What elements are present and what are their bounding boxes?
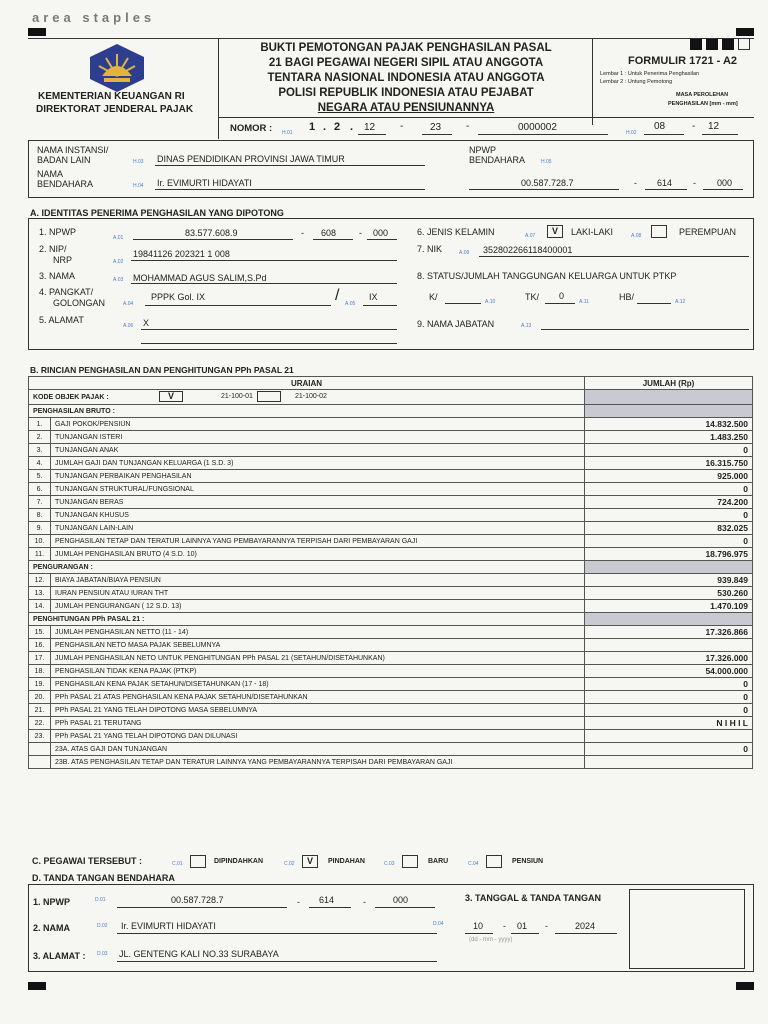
row-number: 2. xyxy=(29,431,51,444)
row-label: JUMLAH GAJI DAN TUNJANGAN KELUARGA (1 S.D. 3) xyxy=(51,457,585,470)
field-code: D.03 xyxy=(97,951,108,957)
instansi-label: NAMA INSTANSI/ xyxy=(37,145,109,155)
row-number: 7. xyxy=(29,496,51,509)
table-row xyxy=(29,652,753,665)
row-label: PPh PASAL 21 YANG TELAH DIPOTONG DAN DILUNASI xyxy=(51,730,585,743)
pangkat-label: 4. PANGKAT/ xyxy=(39,287,94,297)
field-code: A.04 xyxy=(123,301,134,307)
table-row xyxy=(29,626,753,639)
row-number: 12. xyxy=(29,574,51,587)
row-amount: 0 xyxy=(585,535,753,548)
table-row xyxy=(29,678,753,691)
npwp-label: 1. NPWP xyxy=(39,227,77,237)
section-header-row xyxy=(29,561,753,574)
row-number: 20. xyxy=(29,691,51,704)
section-a-box: 1. NPWP A.01 83.577.608.9 - 608 - 000 2. NIP/ NRP A.02 19841126 202321 1 008 3. NAMA A.03 MOHAMMAD AGUS SALIM,S.Pd 4. PANGKAT/ GOLONGAN A.04 PPPK Gol. IX / A.05 IX 5. ALAMAT A.06 X 6. JENIS KELAMIN A.07 V LAKI-LAKI A.08 PEREMPUAN 7. NIK A.09 352802266118400001 8. STATUS/JUMLAH TANGGUNGAN KELUARGA UNTUK PTKP K/ A.10 TK/ 0 A.11 HB/ A.12 9. NAMA JABATAN A.13 xyxy=(28,218,754,350)
section-header: PENGURANGAN : xyxy=(29,561,585,574)
status-label: 8. STATUS/JUMLAH TANGGUNGAN KELUARGA UNTUK PTKP xyxy=(417,271,677,281)
row-number: 13. xyxy=(29,587,51,600)
instansi-value: DINAS PENDIDIKAN PROVINSI JAWA TIMUR xyxy=(157,154,345,164)
field-code: A.02 xyxy=(113,259,124,265)
row-label: TUNJANGAN ISTERI xyxy=(51,431,585,444)
section-header-row xyxy=(29,613,753,626)
title-line: POLISI REPUBLIK INDONESIA ATAU PEJABAT xyxy=(278,87,534,99)
section-d-title: D. TANDA TANGAN BENDAHARA xyxy=(32,873,175,883)
table-row xyxy=(29,509,753,522)
d-npwp-label: 1. NPWP xyxy=(33,897,71,907)
row-number: 10. xyxy=(29,535,51,548)
masa-label-2: PENGHASILAN [mm - mm] xyxy=(668,101,738,107)
table-row xyxy=(29,535,753,548)
field-code: D.01 xyxy=(95,897,106,903)
row-label: JUMLAH PENGHASILAN BRUTO (4 S.D. 10) xyxy=(51,548,585,561)
bendahara-label: BENDAHARA xyxy=(37,179,94,189)
table-row xyxy=(29,431,753,444)
watermark-text: area staples xyxy=(32,10,156,25)
section-b-title: B. RINCIAN PENGHASILAN DAN PENGHITUNGAN PPh PASAL 21 xyxy=(30,365,294,375)
table-row xyxy=(29,639,753,652)
row-label: PPh PASAL 21 YANG TELAH DIPOTONG MASA SEBELUMNYA xyxy=(51,704,585,717)
field-code: A.09 xyxy=(459,250,470,256)
row-label: TUNJANGAN PERBAIKAN PENGHASILAN xyxy=(51,470,585,483)
row-number: 11. xyxy=(29,548,51,561)
row-amount: 939.849 xyxy=(585,574,753,587)
row-amount: 0 xyxy=(585,444,753,457)
row-amount: 54.000.000 xyxy=(585,665,753,678)
dipindahkan-checkbox[interactable] xyxy=(190,855,206,868)
field-code: H.05 xyxy=(541,159,552,165)
row-label: PENGHASILAN KENA PAJAK SETAHUN/DISETAHUNKAN (17 - 18) xyxy=(51,678,585,691)
nama-label: 3. NAMA xyxy=(39,271,76,281)
baru-checkbox[interactable] xyxy=(402,855,418,868)
kode-2-checkbox[interactable] xyxy=(257,391,281,402)
table-row xyxy=(29,496,753,509)
masa-from: 08 xyxy=(654,121,666,132)
row-amount xyxy=(585,730,753,743)
corner-mark xyxy=(28,982,46,990)
table-row xyxy=(29,483,753,496)
form-number: FORMULIR 1721 - A2 xyxy=(628,55,738,67)
table-row xyxy=(29,522,753,535)
npwp-bendahara-value: 00.587.728.7 xyxy=(521,178,574,188)
table-row xyxy=(29,756,753,769)
section-header: PENGHASILAN BRUTO : xyxy=(29,405,585,418)
row-label: TUNJANGAN BERAS xyxy=(51,496,585,509)
col-uraian: URAIAN xyxy=(29,377,585,390)
dipindahkan-label: DIPINDAHKAN xyxy=(214,858,263,865)
title-line: 21 BAGI PEGAWAI NEGERI SIPIL ATAU ANGGOTA xyxy=(268,57,544,69)
nik-label: 7. NIK xyxy=(417,244,443,254)
tanggal-yyyy: 2024 xyxy=(575,921,596,931)
section-header-row xyxy=(29,405,753,418)
hb-label: HB/ xyxy=(619,292,635,302)
row-label: PENGHASILAN TETAP DAN TERATUR LAINNYA YANG PEMBAYARANNYA TERPISAH DARI PEMBAYARAN GAJI xyxy=(51,535,585,548)
row-amount: 724.200 xyxy=(585,496,753,509)
field-code: C.02 xyxy=(284,861,295,867)
table-row xyxy=(29,457,753,470)
corner-mark xyxy=(736,982,754,990)
row-amount: N I H I L xyxy=(585,717,753,730)
nomor-part-4: 23 xyxy=(430,122,442,133)
field-code: A.10 xyxy=(485,299,496,305)
npwp-bendahara-b: 614 xyxy=(657,178,673,188)
signature-box[interactable] xyxy=(629,889,745,969)
col-jumlah: JUMLAH (Rp) xyxy=(585,377,753,390)
row-amount: 14.832.500 xyxy=(585,418,753,431)
pindahan-checkbox[interactable]: V xyxy=(302,855,318,868)
row-amount: 18.796.975 xyxy=(585,548,753,561)
k-label: K/ xyxy=(429,292,438,302)
field-code: H.01 xyxy=(282,130,293,136)
laki-laki-checkbox[interactable]: V xyxy=(547,225,563,238)
nip-value: 19841126 202321 1 008 xyxy=(133,249,230,259)
row-number: 15. xyxy=(29,626,51,639)
row-amount: 17.326.866 xyxy=(585,626,753,639)
npwp-value: 83.577.608.9 xyxy=(185,228,238,238)
income-table xyxy=(28,376,753,769)
section-d-box: 1. NPWP D.01 00.587.728.7 - 614 - 000 2. NAMA D.02 Ir. EVIMURTI HIDAYATI 3. ALAMAT : D.03 JL. GENTENG KALI NO.33 SURABAYA 3. TANGGAL & TANDA TANGAN D.04 10 - 01 - 2024 (dd - mm - yyyy) xyxy=(28,884,754,972)
row-number: 4. xyxy=(29,457,51,470)
title-line: TENTARA NASIONAL INDONESIA ATAU ANGGOTA xyxy=(267,72,545,84)
kode-2-label: 21-100-02 xyxy=(295,393,327,400)
directorate-name: DIREKTORAT JENDERAL PAJAK xyxy=(36,104,194,115)
row-number: 5. xyxy=(29,470,51,483)
d-npwp-value: 00.587.728.7 xyxy=(171,895,224,905)
instansi-box: NAMA INSTANSI/ BADAN LAIN H.03 DINAS PENDIDIKAN PROVINSI JAWA TIMUR NPWP BENDAHARA H.05 NAMA BENDAHARA H.04 Ir. EVIMURTI HIDAYATI 00.587.728.7 - 614 - 000 xyxy=(28,140,754,198)
field-code: C.03 xyxy=(384,861,395,867)
row-amount: 1.483.250 xyxy=(585,431,753,444)
jenis-kelamin-label: 6. JENIS KELAMIN xyxy=(417,227,495,237)
nomor-part-1: 1 xyxy=(309,121,316,133)
row-amount: 0 xyxy=(585,743,753,756)
row-label: PPh PASAL 21 ATAS PENGHASILAN KENA PAJAK SETAHUN/DISETAHUNKAN xyxy=(51,691,585,704)
row-amount: 0 xyxy=(585,691,753,704)
nomor-part-3: 12 xyxy=(364,122,376,133)
table-row xyxy=(29,574,753,587)
kode-1-label: 21-100-01 xyxy=(221,393,253,400)
golongan-value: IX xyxy=(369,292,378,302)
field-code: A.11 xyxy=(579,299,589,305)
baru-label: BARU xyxy=(428,858,449,865)
row-label: 23B. ATAS PENGHASILAN TETAP DAN TERATUR LAINNYA YANG PEMBAYARANNYA TERPISAH DARI PEMBAYARAN GAJI xyxy=(51,756,585,769)
d-nama-label: 2. NAMA xyxy=(33,923,71,933)
row-number: 9. xyxy=(29,522,51,535)
jabatan-label: 9. NAMA JABATAN xyxy=(417,319,495,329)
alamat-value: X xyxy=(143,318,150,328)
npwp-b: 608 xyxy=(321,228,337,238)
row-label: TUNJANGAN ANAK xyxy=(51,444,585,457)
row-label: JUMLAH PENGURANGAN ( 12 S.D. 13) xyxy=(51,600,585,613)
row-label: GAJI POKOK/PENSIUN xyxy=(51,418,585,431)
row-amount: 16.315.750 xyxy=(585,457,753,470)
pensiun-label: PENSIUN xyxy=(512,858,544,865)
row-number xyxy=(29,756,51,769)
perempuan-checkbox[interactable] xyxy=(651,225,667,238)
masa-label: MASA PEROLEHAN xyxy=(676,92,729,98)
table-row xyxy=(29,418,753,431)
alamat-label: 5. ALAMAT xyxy=(39,315,84,325)
pindahan-label: PINDAHAN xyxy=(328,858,365,865)
kode-1-checkbox[interactable]: V xyxy=(159,391,183,402)
row-label: TUNJANGAN STRUKTURAL/FUNGSIONAL xyxy=(51,483,585,496)
row-number: 23. xyxy=(29,730,51,743)
field-code: H.03 xyxy=(133,159,144,165)
row-amount: 17.326.000 xyxy=(585,652,753,665)
row-amount xyxy=(585,639,753,652)
row-label: JUMLAH PENGHASILAN NETO UNTUK PENGHITUNGAN PPh PASAL 21 (SETAHUN/DISETAHUNKAN) xyxy=(51,652,585,665)
row-label: PENGHASILAN NETO MASA PAJAK SEBELUMNYA xyxy=(51,639,585,652)
corner-mark xyxy=(28,28,46,36)
row-amount: 0 xyxy=(585,704,753,717)
kode-label: KODE OBJEK PAJAK : xyxy=(33,393,109,401)
field-code: A.03 xyxy=(113,277,124,283)
row-label: 23A. ATAS GAJI DAN TUNJANGAN xyxy=(51,743,585,756)
row-number xyxy=(29,743,51,756)
section-c-title: C. PEGAWAI TERSEBUT : xyxy=(32,856,143,866)
field-code: A.07 xyxy=(525,233,536,239)
row-amount: 530.260 xyxy=(585,587,753,600)
row-number: 6. xyxy=(29,483,51,496)
table-row xyxy=(29,587,753,600)
pensiun-checkbox[interactable] xyxy=(486,855,502,868)
row-label: PENGHASILAN TIDAK KENA PAJAK (PTKP) xyxy=(51,665,585,678)
row-number: 19. xyxy=(29,678,51,691)
nama-value: MOHAMMAD AGUS SALIM,S.Pd xyxy=(133,273,267,283)
table-row xyxy=(29,730,753,743)
masa-to: 12 xyxy=(708,121,720,132)
title-line: NEGARA ATAU PENSIUNANNYA xyxy=(317,102,495,114)
field-code: D.02 xyxy=(97,923,108,929)
table-row xyxy=(29,704,753,717)
tanggal-label: 3. TANGGAL & TANDA TANGAN xyxy=(465,893,601,903)
table-row xyxy=(29,548,753,561)
row-amount: 925.000 xyxy=(585,470,753,483)
ministry-logo xyxy=(86,42,148,94)
pangkat-value: PPPK Gol. IX xyxy=(151,292,206,302)
npwp-bendahara-label: BENDAHARA xyxy=(469,155,526,165)
field-code: A.06 xyxy=(123,323,134,329)
row-number: 21. xyxy=(29,704,51,717)
tanggal-mm: 01 xyxy=(517,921,528,931)
nip-label: 2. NIP/ xyxy=(39,244,67,254)
row-amount xyxy=(585,756,753,769)
table-row xyxy=(29,743,753,756)
npwp-bendahara-c: 000 xyxy=(717,178,733,188)
npwp-bendahara-label: NPWP xyxy=(469,145,496,155)
tanggal-dd: 10 xyxy=(473,921,484,931)
table-row xyxy=(29,600,753,613)
nik-value: 352802266118400001 xyxy=(483,245,573,255)
date-hint: (dd - mm - yyyy) xyxy=(469,937,513,943)
d-npwp-c: 000 xyxy=(393,895,409,905)
bendahara-label: NAMA xyxy=(37,169,64,179)
row-number: 16. xyxy=(29,639,51,652)
row-number: 1. xyxy=(29,418,51,431)
form-title xyxy=(220,41,592,116)
section-a-title: A. IDENTITAS PENERIMA PENGHASILAN YANG DIPOTONG xyxy=(30,208,284,218)
table-row xyxy=(29,470,753,483)
section-header: PENGHITUNGAN PPh PASAL 21 : xyxy=(29,613,585,626)
field-code: C.01 xyxy=(172,861,183,867)
kode-objek-row xyxy=(29,390,585,405)
corner-mark xyxy=(736,28,754,36)
row-amount: 832.025 xyxy=(585,522,753,535)
table-row xyxy=(29,444,753,457)
lembar-2: Lembar 2 : Untung Pemotong xyxy=(600,79,673,85)
lembar-1: Lembar 1 : Untuk Penerima Penghasilan xyxy=(600,71,700,77)
bendahara-value: Ir. EVIMURTI HIDAYATI xyxy=(157,178,252,188)
d-nama-value: Ir. EVIMURTI HIDAYATI xyxy=(121,921,216,931)
row-label: IURAN PENSIUN ATAU IURAN THT xyxy=(51,587,585,600)
tk-value: 0 xyxy=(559,291,565,301)
row-label: BIAYA JABATAN/BIAYA PENSIUN xyxy=(51,574,585,587)
row-label: TUNJANGAN LAIN-LAIN xyxy=(51,522,585,535)
npwp-c: 000 xyxy=(373,228,389,238)
field-code: D.04 xyxy=(433,921,444,927)
nip-label: NRP xyxy=(53,255,73,265)
field-code: A.08 xyxy=(631,233,642,239)
field-code: A.12 xyxy=(675,299,686,305)
tk-label: TK/ xyxy=(525,292,540,302)
field-code: H.04 xyxy=(133,183,144,189)
d-npwp-b: 614 xyxy=(319,895,335,905)
title-line: BUKTI PEMOTONGAN PAJAK PENGHASILAN PASAL xyxy=(260,42,552,54)
row-number: 18. xyxy=(29,665,51,678)
ministry-name: KEMENTERIAN KEUANGAN RI xyxy=(38,91,185,102)
row-amount: 1.470.109 xyxy=(585,600,753,613)
row-amount: 0 xyxy=(585,509,753,522)
row-number: 17. xyxy=(29,652,51,665)
perempuan-label: PEREMPUAN xyxy=(679,227,737,237)
row-label: JUMLAH PENGHASILAN NETTO (11 - 14) xyxy=(51,626,585,639)
d-alamat-label: 3. ALAMAT : xyxy=(33,951,86,961)
field-code: C.04 xyxy=(468,861,479,867)
nomor-part-5: 0000002 xyxy=(518,122,557,133)
row-number: 8. xyxy=(29,509,51,522)
field-code: H.02 xyxy=(626,130,637,136)
field-code: A.13 xyxy=(521,323,532,329)
row-label: PPh PASAL 21 TERUTANG xyxy=(51,717,585,730)
field-code: A.05 xyxy=(345,301,356,307)
field-code: A.01 xyxy=(113,235,124,241)
header: KEMENTERIAN KEUANGAN RI DIREKTORAT JENDERAL PAJAK BUKTI PEMOTONGAN PAJAK PENGHASILAN PASAL 21 BAGI PEGAWAI NEGERI SIPIL ATAU ANGGOTA TENTARA NASIONAL INDONESIA ATAU ANGGOTA POLISI REPUBLIK INDONESIA ATAU PEJABAT NEGARA ATAU PENSIUNANNYA FORMULIR 1721 - A2 Lembar 1 : Untuk Penerima Penghasilan Lembar 2 : Untung Pemotong MASA PEROLEHAN PENGHASILAN [mm - mm] NOMOR : H.01 1 . 2 . 12 - 23 - 0000002 H.02 08 - 12 xyxy=(28,38,754,139)
pangkat-label: GOLONGAN xyxy=(53,298,106,308)
table-row xyxy=(29,717,753,730)
laki-laki-label: LAKI-LAKI xyxy=(571,227,614,237)
nomor-label: NOMOR : xyxy=(230,123,273,134)
row-number: 14. xyxy=(29,600,51,613)
row-amount: 0 xyxy=(585,483,753,496)
row-number: 22. xyxy=(29,717,51,730)
table-row xyxy=(29,665,753,678)
nomor-part-2: 2 xyxy=(334,121,341,133)
row-label: TUNJANGAN KHUSUS xyxy=(51,509,585,522)
row-number: 3. xyxy=(29,444,51,457)
row-amount: 0 xyxy=(585,678,753,691)
d-alamat-value: JL. GENTENG KALI NO.33 SURABAYA xyxy=(119,949,279,959)
table-row xyxy=(29,691,753,704)
instansi-label: BADAN LAIN xyxy=(37,155,91,165)
